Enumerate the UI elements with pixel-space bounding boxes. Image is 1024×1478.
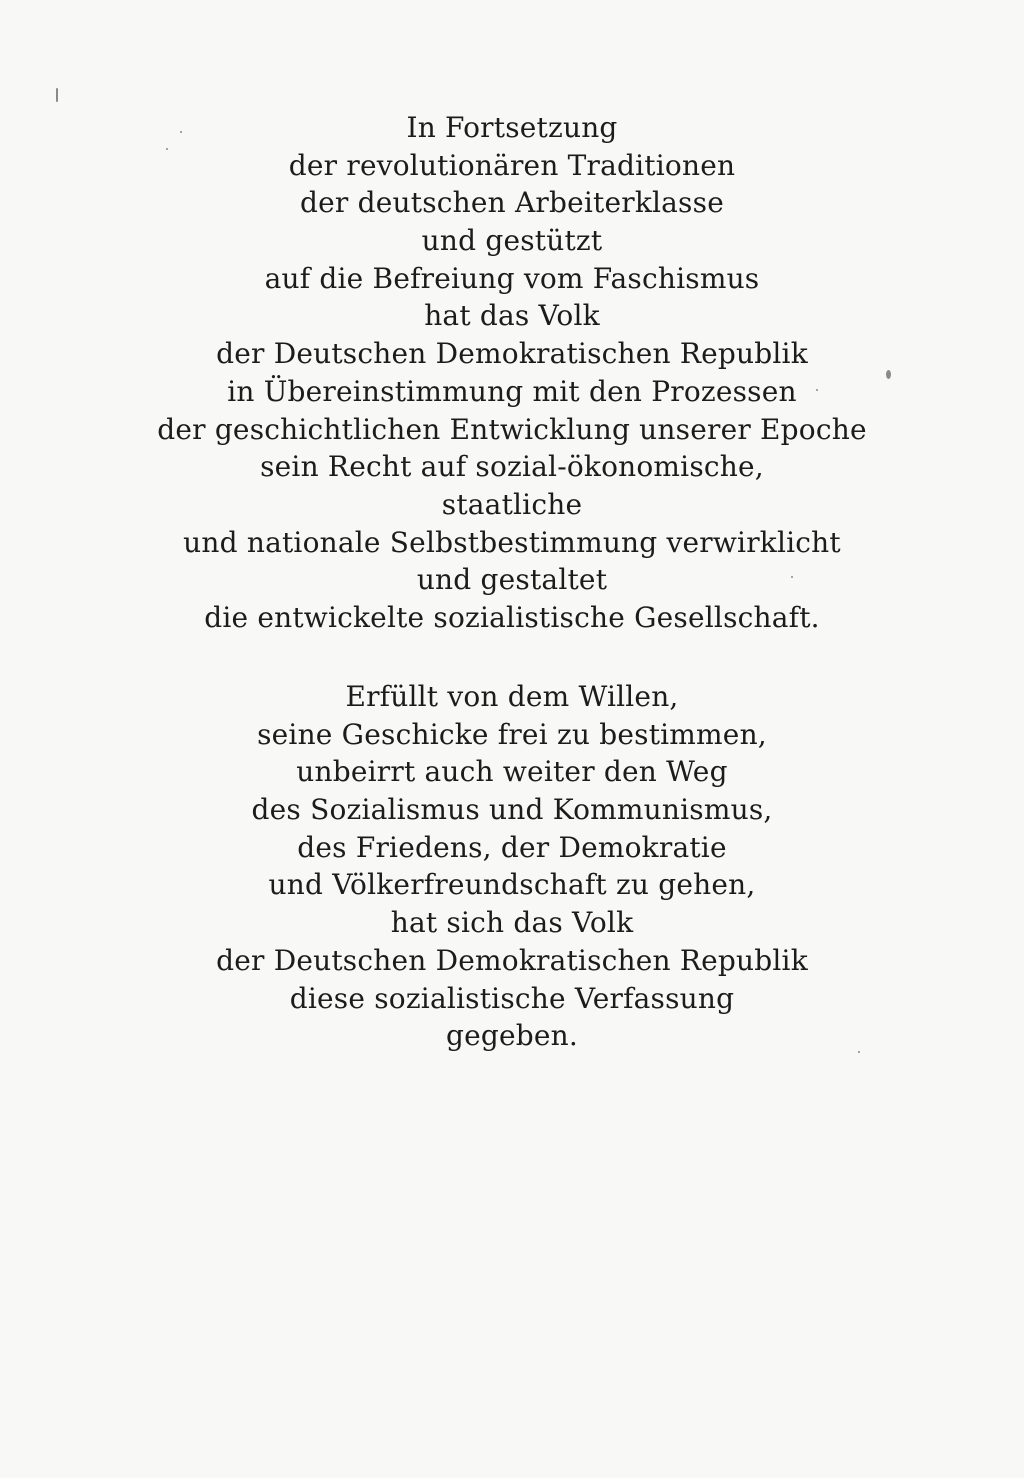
stanza-1-line: und gestaltet xyxy=(416,563,608,597)
scan-speck xyxy=(816,389,818,391)
scan-speck xyxy=(858,1051,860,1053)
stanza-2-line: und Völkerfreundschaft zu gehen, xyxy=(268,868,756,902)
stanza-1-line: in Übereinstimmung mit den Prozessen xyxy=(227,374,797,408)
stanza-1-line: der deutschen Arbeiterklasse xyxy=(300,186,724,220)
stanza-2-line: des Friedens, der Demokratie xyxy=(297,830,727,864)
stanza-2-line: diese sozialistische Verfassung xyxy=(289,981,735,1015)
stanza-2-line: Erfüllt von dem Willen, xyxy=(345,680,679,713)
stanza-1-line: die entwickelte sozialistische Gesellschaft. xyxy=(204,600,820,634)
stanza-1-line: und nationale Selbstbestimmung verwirklicht xyxy=(183,525,841,559)
scan-speck xyxy=(180,131,182,133)
stanza-1-line: der revolutionären Traditionen xyxy=(288,148,736,182)
stanza-1-line: staatliche xyxy=(441,487,583,521)
stanza-2-line: des Sozialismus und Kommunismus, xyxy=(251,793,773,827)
stanza-1-line: auf die Befreiung vom Faschismus xyxy=(264,261,760,295)
stanza-2-line: hat sich das Volk xyxy=(390,906,634,940)
stanza-2-line: seine Geschicke frei zu bestimmen, xyxy=(257,717,767,751)
stanza-1-line: sein Recht auf sozial-ökonomische, xyxy=(260,450,764,484)
preamble-stanza-1 xyxy=(0,109,1024,637)
stanza-2-line: der Deutschen Demokratischen Republik xyxy=(216,943,808,977)
stanza-1-line: hat das Volk xyxy=(424,299,600,333)
scan-speck xyxy=(166,148,168,150)
scan-speck xyxy=(791,576,793,578)
stanza-1-line: der Deutschen Demokratischen Republik xyxy=(216,337,808,371)
stanza-1-line: In Fortsetzung xyxy=(406,111,618,144)
stanza-2-line: unbeirrt auch weiter den Weg xyxy=(296,755,728,789)
scan-speck xyxy=(886,370,891,379)
preamble-stanza-2 xyxy=(0,678,1024,1055)
scan-speck xyxy=(56,88,58,102)
stanza-1-line: und gestützt xyxy=(421,224,603,258)
stanza-1-line: der geschichtlichen Entwicklung unserer Epoche xyxy=(157,412,867,446)
stanza-2-line: gegeben. xyxy=(445,1019,579,1053)
